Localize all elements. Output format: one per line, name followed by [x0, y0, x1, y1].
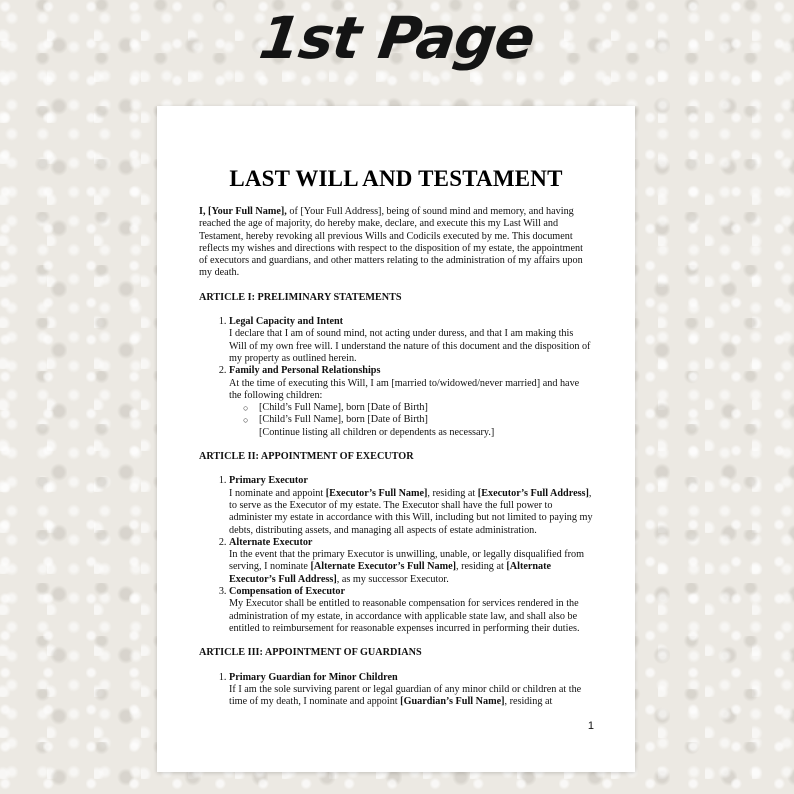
child-continue: [Continue listing all children or dependents as necessary.] — [259, 426, 495, 438]
article-1-item-1 — [229, 316, 593, 365]
item-title: Primary Executor — [229, 475, 308, 487]
page-heading: 1st Page — [255, 4, 539, 72]
circle-bullet-icon: ○ — [243, 415, 249, 426]
article-3-title: ARTICLE III: APPOINTMENT OF GUARDIANS — [199, 647, 422, 659]
document-title: LAST WILL AND TESTAMENT — [229, 166, 563, 191]
intro-paragraph — [199, 206, 593, 280]
intro-text: of [Your Full Address], being of sound mind and memory, and having reached the age of majority, do hereby make, declare, and execute this my Last Will and Testament, hereby revoking all previous Wills and Codicils executed by me. This document reflects my wishes and directions with respect to the disposition of my estate, the appointment of executors and guardians, and other matters relating to the administration of my affairs upon my death. — [199, 206, 583, 279]
item-title: Legal Capacity and Intent — [229, 316, 344, 328]
item-title: Family and Personal Relationships — [229, 365, 381, 377]
document-body — [199, 206, 593, 708]
intro-name: I, [Your Full Name], — [199, 206, 287, 217]
child-item: ○ [Child’s Full Name], born [Date of Birth] — [243, 414, 428, 426]
article-2-item-1: 1. Primary Executor I nominate and appoint [Executor’s Full Name], residing at [Executor’s Full Address], to serve as the Executor of my estate. The Executor shall have the full power to administer my estate in accordance with this Will, including but not limited to paying my debts, distributing assets, and managing all aspects of estate administration. — [229, 475, 593, 536]
item-title: Compensation of Executor — [229, 586, 346, 598]
page-number: 1 — [587, 720, 594, 732]
children-list — [229, 402, 593, 439]
article-1-title: ARTICLE I: PRELIMINARY STATEMENTS — [199, 291, 402, 303]
item-title: Primary Guardian for Minor Children — [229, 671, 398, 683]
article-3-item-1: 1. Primary Guardian for Minor Children If I am the sole surviving parent or legal guardian of any minor child or children at the time of my death, I nominate and appoint [Guardian’s Full Name], residing at — [229, 672, 593, 709]
article-1-list — [199, 316, 593, 439]
item-title: Alternate Executor — [229, 536, 313, 548]
article-2-list — [199, 475, 593, 635]
document-page — [157, 106, 635, 772]
article-2-title: ARTICLE II: APPOINTMENT OF EXECUTOR — [199, 451, 414, 463]
child-item: ○ [Child’s Full Name], born [Date of Birth] — [243, 402, 428, 414]
item-text: I declare that I am of sound mind, not acting under duress, and that I am making this Will of my own free will. I understand the nature of this document and the disposition of my property as outlined herein. — [229, 328, 591, 364]
article-2-item-3 — [229, 586, 593, 635]
item-text: At the time of executing this Will, I am [married to/widowed/never married] and have the following children: — [229, 377, 580, 401]
article-1-item-2 — [229, 365, 593, 439]
article-3-list — [199, 672, 593, 709]
circle-bullet-icon: ○ — [243, 403, 249, 414]
article-2-item-2: 2. Alternate Executor In the event that the primary Executor is unwilling, unable, or legally disqualified from serving, I nominate [Alternate Executor’s Full Name], residing at [Alternate Executor’s Full Address], as my successor Executor. — [229, 537, 593, 586]
item-text: My Executor shall be entitled to reasonable compensation for services rendered in the administration of my estate, in accordance with applicable state law, and shall also be entitled to reimbursement for reasonable expenses incurred in performing their duties. — [229, 598, 580, 634]
